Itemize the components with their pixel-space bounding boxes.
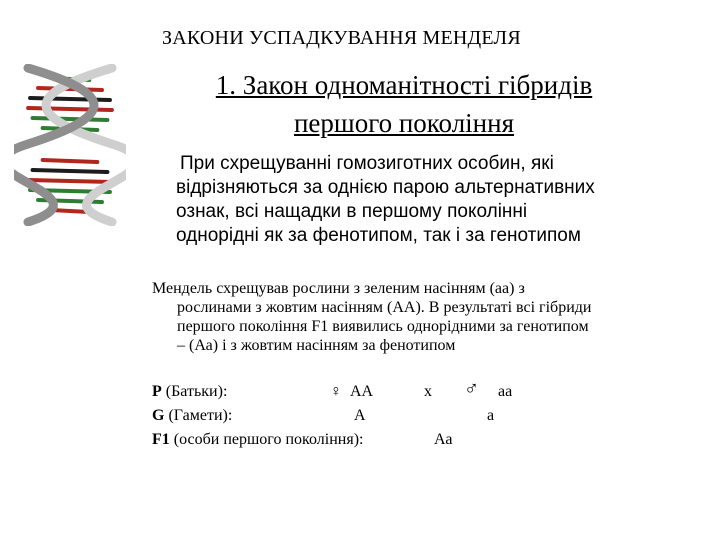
description-line: Мендель схрещував рослини з зеленим насінням (аа) з <box>152 280 525 297</box>
female-genotype: АА <box>350 383 374 400</box>
description-line: – (Аа) і з жовтим насінням за фенотипом <box>177 337 456 354</box>
law-definition <box>176 152 706 248</box>
f1-label-text: (особи першого покоління): <box>173 431 364 448</box>
f1-symbol: F1 <box>152 431 170 448</box>
definition-line: однорідні як за фенотипом, так і за генотипом <box>176 225 581 246</box>
cross-symbol: х <box>424 383 432 400</box>
parents-label-text: (Батьки): <box>165 383 228 400</box>
parents-row-label <box>152 382 227 402</box>
description-line: першого покоління F1 виявились однорідними за генотипом <box>177 318 589 335</box>
female-gamete: А <box>354 407 366 424</box>
gametes-row-label <box>152 406 232 426</box>
male-symbol: ♂ <box>464 378 479 400</box>
gametes-symbol: G <box>152 407 165 424</box>
definition-line: ознак, всі нащадки в першому поколінні <box>176 201 528 222</box>
dna-helix-illustration <box>14 64 126 226</box>
dna-rung <box>33 118 108 120</box>
dna-rung <box>28 108 112 110</box>
dna-rung <box>43 160 98 162</box>
dna-rung <box>33 170 108 172</box>
description-line: рослинами з жовтим насінням (АА). В результаті всі гібриди <box>177 299 592 316</box>
dna-rung <box>38 88 102 90</box>
dna-rung <box>30 98 110 100</box>
f1-row-label <box>152 430 363 450</box>
definition-line: При схрещуванні гомозиготних особин, які <box>180 153 554 174</box>
definition-line: відрізняються за однією парою альтернативних <box>176 177 595 198</box>
law-title-line-2: першого покоління <box>293 108 514 138</box>
gametes-label-text: (Гамети): <box>168 407 233 424</box>
page-header: ЗАКОНИ УСПАДКУВАННЯ МЕНДЕЛЯ <box>162 27 521 49</box>
female-symbol: ♀ <box>330 383 342 400</box>
cross-scheme <box>152 378 672 462</box>
law-title <box>150 66 658 142</box>
experiment-description <box>152 279 712 355</box>
law-title-line-1: 1. Закон одноманітності гібридів <box>215 70 593 100</box>
dna-rung <box>28 180 112 182</box>
male-genotype: аа <box>498 383 513 400</box>
parents-symbol: Р <box>152 383 162 400</box>
male-gamete: а <box>487 407 495 424</box>
f1-genotype: Аа <box>434 431 453 448</box>
